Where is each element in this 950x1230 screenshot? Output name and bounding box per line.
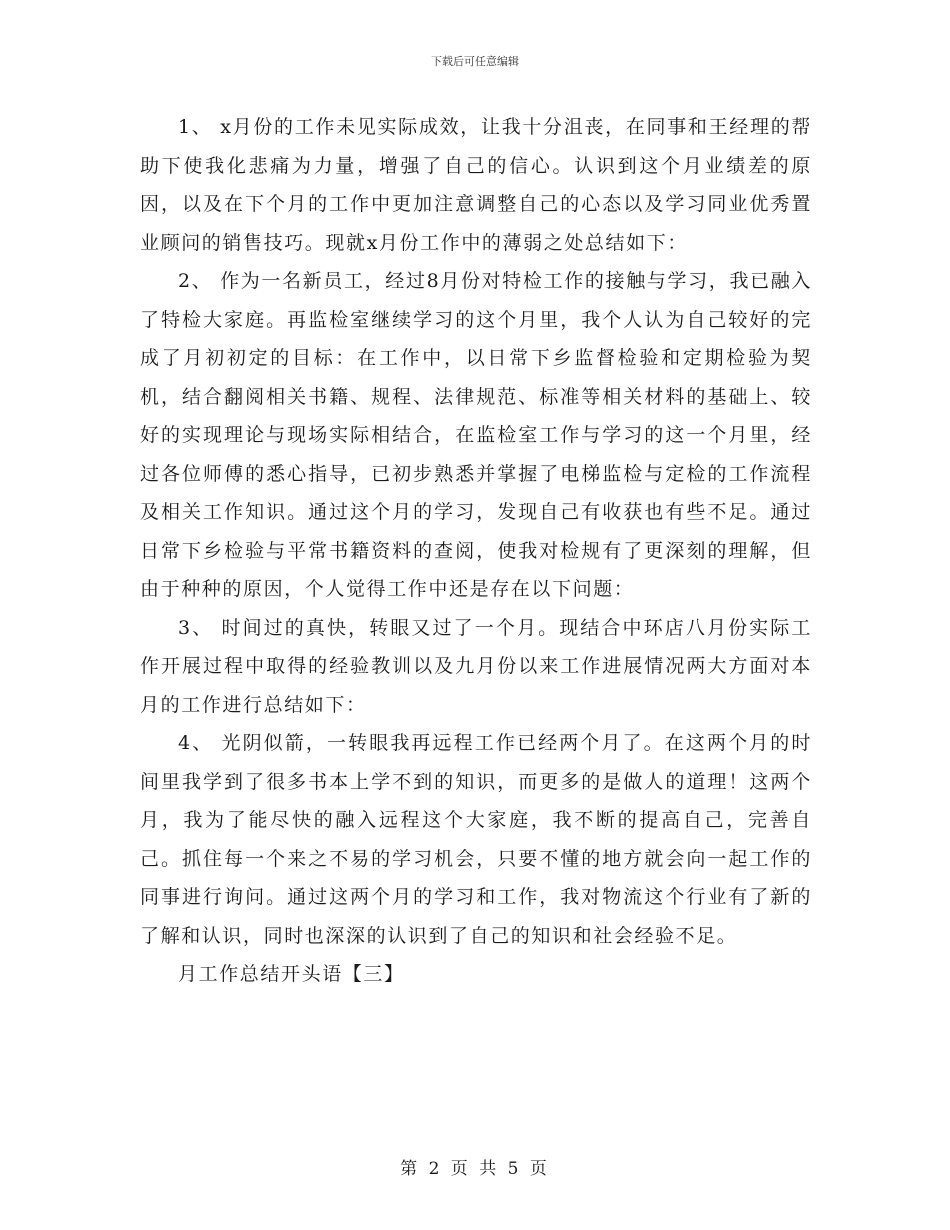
paragraph-2: 2、 作为一名新员工，经过8月份对特检工作的接触与学习，我已融入了特检大家庭。再监检室继续学习的这个月里，我个人认为自己较好的完成了月初初定的目标：在工作中，以日常下乡监督检验和定期检验为契机，结合翻阅相关书籍、规程、法律规范、标准等相关材料的基础上、较好的实现理论与现场实际相结合，在监检室工作与学习的这一个月里，经过各位师傅的悉心指导，已初步熟悉并掌握了电梯监检与定检的工作流程及相关工作知识。通过这个月的学习，发现自己有收获也有些不足。通过日常下乡检验与平常书籍资料的查阅，使我对检规有了更深刻的理解，但由于种种的原因，个人觉得工作中还是存在以下问题： [140, 270, 812, 600]
section-title: 月工作总结开头语【三】 [178, 963, 405, 985]
paragraph-1: 1、 x月份的工作未见实际成效，让我十分沮丧，在同事和王经理的帮助下使我化悲痛为力量，增强了自己的信心。认识到这个月业绩差的原因，以及在下个月的工作中更加注意调整自己的心态以及学习同业优秀置业顾问的销售技巧。现就x月份工作中的薄弱之处总结如下： [140, 116, 812, 254]
document-body [140, 108, 812, 994]
paragraph-3: 3、 时间过的真快，转眼又过了一个月。现结合中环店八月份实际工作开展过程中取得的经验教训以及九月份以来工作进展情况两大方面对本月的工作进行总结如下： [140, 616, 812, 716]
page-footer: 第 2 页 共 5 页 [400, 1159, 550, 1179]
paragraph-4: 4、 光阴似箭，一转眼我再远程工作已经两个月了。在这两个月的时间里我学到了很多书本上学不到的知识，而更多的是做人的道理！这两个月，我为了能尽快的融入远程这个大家庭，我不断的提高自己，完善自己。抓住每一个来之不易的学习机会，只要不懂的地方就会向一起工作的同事进行询问。通过这两个月的学习和工作，我对物流这个行业有了新的了解和认识，同时也深深的认识到了自己的知识和社会经验不足。 [140, 732, 812, 947]
page-header: 下载后可任意编辑 [431, 55, 519, 68]
